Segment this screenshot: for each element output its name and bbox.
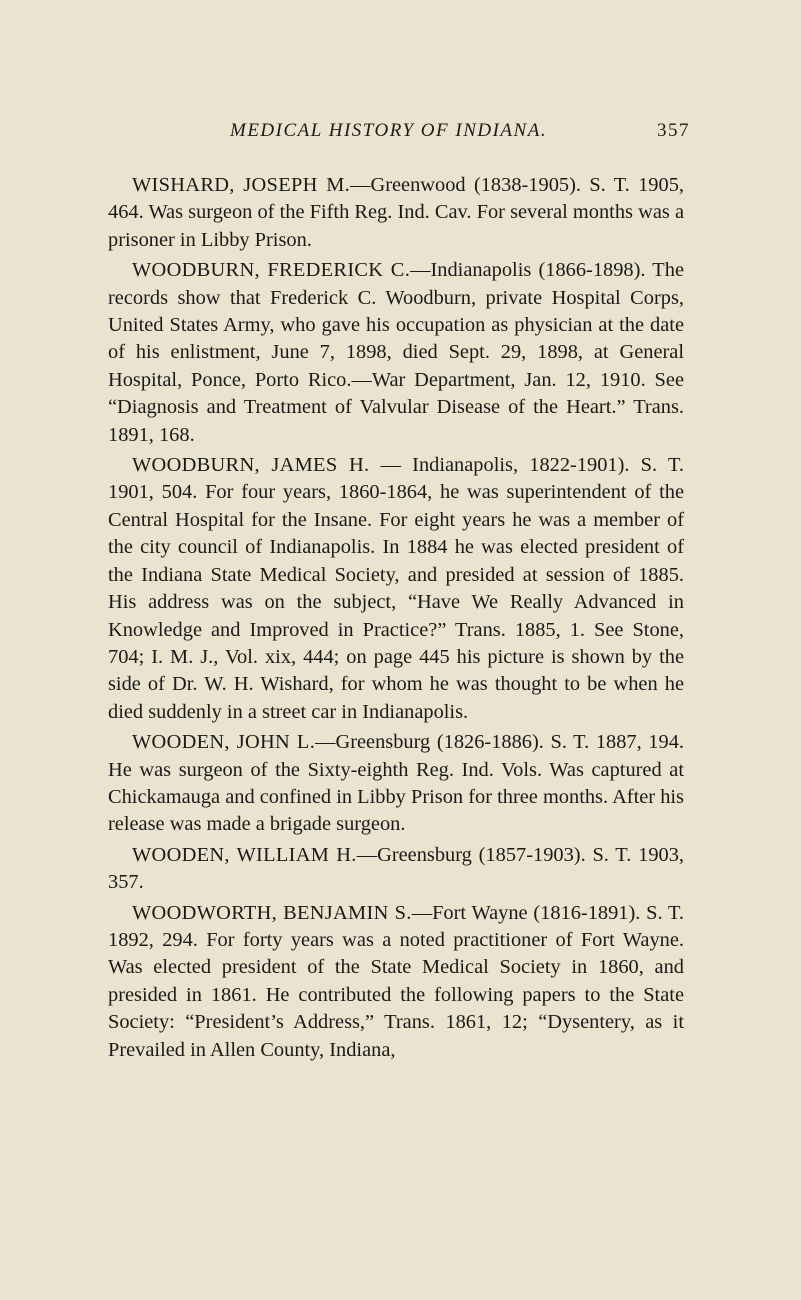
entry-name: WISHARD, JOSEPH M.	[132, 174, 351, 196]
entry-text: —Greensburg (1826-1886). S. T. 1887, 194. He was surgeon of the Sixty-eighth Reg. Ind. Vols. Was captured at Chickamauga and confined in Libby Prison for three months. After his release was made a brigade surgeon.	[108, 731, 684, 836]
page-body	[108, 172, 684, 1067]
entry-woodburn-frederick	[108, 257, 684, 449]
entry-name: WOODEN, JOHN L.	[132, 731, 316, 754]
entry-text: —Greenwood (1838-1905). S. T. 1905, 464. Was surgeon of the Fifth Reg. Ind. Cav. For several months was a prisoner in Libby Prison.	[108, 174, 684, 251]
entry-woodworth-benjamin	[108, 900, 684, 1064]
entry-text: —Indianapolis (1866-1898). The records show that Frederick C. Woodburn, private Hospital Corps, United States Army, who gave his occupation as physician at the date of his enlistment, June 7, 1898, died Sept. 29, 1898, at General Hospital, Ponce, Porto Rico.—War Department, Jan. 12, 1910. See “Diagnosis and Treatment of Valvular Disease of the Heart.” Trans. 1891, 168.	[108, 259, 684, 446]
entry-text: — Indianapolis, 1822-1901). S. T. 1901, 504. For four years, 1860-1864, he was superintendent of the Central Hospital for the Insane. For eight years he was a member of the city council of Indianapolis. In 1884 he was elected president of the Indiana State Medical Society, and presided at session of 1885. His address was on the subject, “Have We Really Advanced in Knowledge and Improved in Practice?” Trans. 1885, 1. See Stone, 704; I. M. J., Vol. xix, 444; on page 445 his picture is shown by the side of Dr. W. H. Wishard, for whom he was thought to be when he died suddenly in a street car in Indianapolis.	[108, 454, 684, 723]
entry-text: —Greensburg (1857-1903). S. T. 1903, 357.	[108, 843, 685, 894]
running-header	[230, 120, 690, 142]
entry-name: WOODBURN, JAMES H.	[132, 454, 370, 477]
entry-wooden-william	[108, 842, 684, 897]
entry-wishard-joseph	[108, 172, 684, 254]
entry-woodburn-james	[108, 452, 684, 726]
entry-wooden-john	[108, 729, 684, 839]
page-number: 357	[657, 120, 690, 141]
running-title: MEDICAL HISTORY OF INDIANA.	[230, 120, 548, 141]
entry-text: —Fort Wayne (1816-1891). S. T. 1892, 294. For forty years was a noted practitioner of Fort Wayne. Was elected president of the State Medical Society in 1860, and presided in 1861. He contributed the following papers to the State Society: “President’s Address,” Trans. 1861, 12; “Dysentery, as it Prevailed in Allen County, Indiana,	[108, 901, 684, 1061]
entry-name: WOODWORTH, BENJAMIN S.	[132, 901, 412, 924]
entry-name: WOODBURN, FREDERICK C.	[132, 259, 411, 282]
entry-name: WOODEN, WILLIAM H.	[132, 843, 357, 866]
